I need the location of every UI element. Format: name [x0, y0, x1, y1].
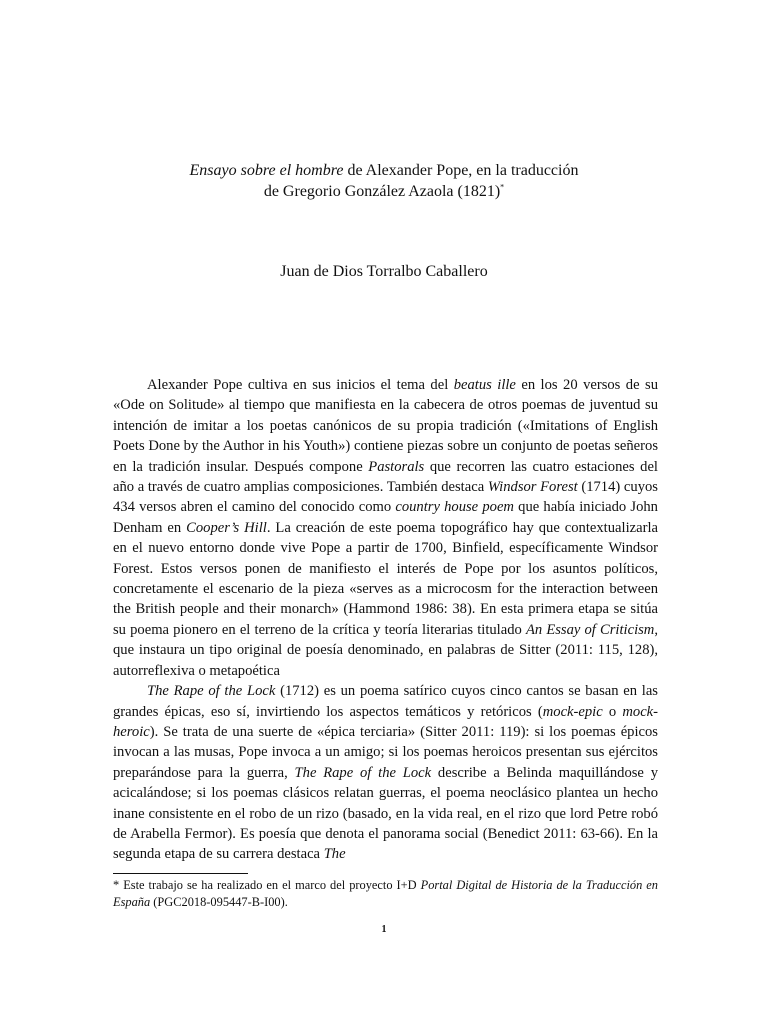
text-run: (1714) cuyos 434 versos abren el camino del conocido como — [113, 479, 658, 516]
body-text — [113, 375, 658, 865]
title-footnote-mark: * — [500, 182, 505, 192]
text-run: * Este trabajo se ha realizado en el marco del proyecto I+D — [113, 878, 421, 892]
text-run: (PGC2018-095447-B-I00). — [150, 894, 288, 909]
text-run: que había iniciado John Denham en — [113, 499, 658, 536]
text-run: Alexander Pope cultiva en sus inicios el tema del — [147, 377, 454, 393]
italic-run: mock-heroic — [113, 703, 659, 740]
title-line1-rest: de Alexander Pope, en la traducción — [343, 162, 579, 179]
italic-run: Portal Digital de Historia de la Traducción en España — [113, 878, 658, 909]
text-run: en los 20 versos de su «Ode on Solitude» al tiempo que manifiesta en la cabecera de otros poemas de juventud su intención de imitar a los poetas canónicos de su propia tradición («Imitations of English Poets Done by the Author in his Youth») contiene piezas sobre un conjunto de poetas señeros en la tradición insular. Después compone — [113, 377, 658, 475]
italic-run: The Rape of the Lock — [147, 683, 276, 700]
footnote-separator — [113, 873, 248, 874]
italic-run: Cooper’s Hill — [186, 519, 267, 536]
text-run: . La creación de este poema topográfico hay que contextualizarla en el nuevo entorno donde vive Pope a partir de 1700, Binfield, específicamente Windsor Forest. Estos versos ponen de manifiesto el interés de Pope por los asuntos políticos, concretamente el escenario de la pieza «serves as a microcosm for the interaction between the British people and their monarch» (Hammond 1986: 38). En esta primera etapa se sitúa su poema pionero en el terreno de la crítica y teoría literarias titulado — [113, 519, 658, 638]
italic-run: The — [323, 846, 346, 863]
title-italic-part: Ensayo sobre el hombre — [189, 162, 344, 179]
author-name: Juan de Dios Torralbo Caballero — [280, 263, 488, 280]
page-number: 1 — [381, 924, 387, 935]
italic-run: An Essay of Criticism — [525, 621, 655, 638]
italic-run: Windsor Forest — [487, 479, 578, 496]
text-run: ). Se trata de una suerte de «épica terciaria» (Sitter 2011: 119): si los poemas épicos invocan a las musas, Pope invoca a un amigo; si los poemas heroicos presentan sus ejércitos preparándose para la guerra, — [113, 723, 658, 781]
italic-run: country house poem — [395, 499, 514, 516]
italic-run: mock-epic — [542, 703, 603, 720]
text-run: o — [602, 703, 623, 720]
paragraph-2 — [113, 681, 658, 865]
italic-run: Pastorals — [368, 458, 425, 475]
italic-run: The Rape of the Lock — [294, 764, 432, 781]
footnote — [113, 877, 658, 910]
text-run: que recorren las cuatro estaciones del año a través de cuatro amplias composiciones. También destaca — [113, 458, 658, 496]
italic-run: beatus ille — [453, 377, 516, 393]
text-run: , que instaura un tipo original de poesía denominado, en palabras de Sitter (2011: 115, 128), autorreflexiva o metapoética — [113, 621, 658, 679]
text-run: (1712) es un poema satírico cuyos cinco cantos se basan en las grandes épicas, eso sí, invirtiendo los aspectos temáticos y retóricos ( — [113, 683, 658, 720]
paragraph-1 — [113, 375, 658, 681]
text-run: describe a Belinda maquillándose y acicalándose; si los poemas clásicos relatan guerras, el poema neoclásico plantea un hecho inane consistente en el robo de un rizo (basado, en la vida real, en el rizo que lord Petre robó de Arabella Fermor). Es poesía que denota el panorama social (Benedict 2011: 63-66). En la segunda etapa de su carrera destaca — [113, 764, 659, 863]
article-title — [100, 160, 668, 202]
title-line2: de Gregorio González Azaola (1821) — [263, 183, 501, 200]
